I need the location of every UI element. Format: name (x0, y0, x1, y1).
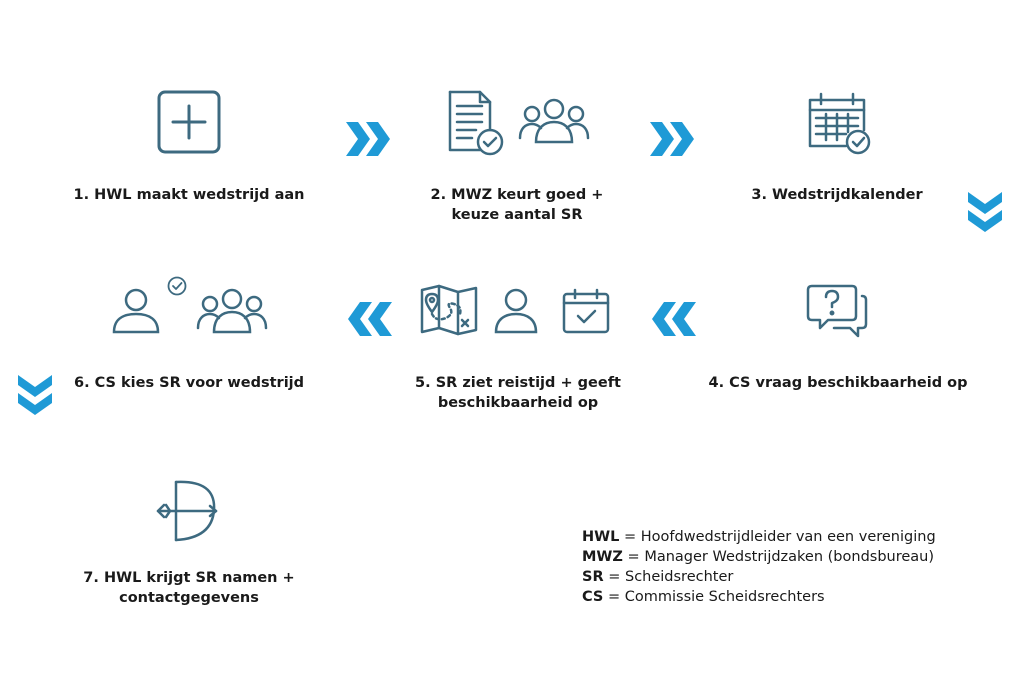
person-icon (112, 288, 160, 334)
group-icon (196, 288, 268, 336)
person-icon (494, 288, 538, 334)
legend (582, 527, 936, 607)
calendar-check-icon (562, 288, 610, 334)
step-5-label: 5. SR ziet reistijd + geeft beschikbaarheid op (415, 375, 621, 411)
group-icon (518, 98, 590, 146)
bow-arrow-icon (154, 476, 224, 546)
approved-document-icon (446, 90, 506, 156)
arrow-right-icon (650, 122, 696, 156)
check-circle-icon (167, 276, 187, 296)
arrow-right-icon (346, 122, 392, 156)
plus-square-icon (157, 90, 221, 154)
calendar-check-icon (806, 92, 872, 154)
arrow-down-icon (968, 192, 1002, 236)
legend-row-hwl: HWL = Hoofdwedstrijdleider van een vereniging (582, 529, 936, 545)
question-chat-icon (806, 284, 870, 338)
step-2-label: 2. MWZ keurt goed + keuze aantal SR (430, 187, 604, 223)
step-1-label: 1. HWL maakt wedstrijd aan (73, 187, 305, 203)
step-4-label: 4. CS vraag beschikbaarheid op (708, 375, 968, 391)
legend-row-sr: SR = Scheidsrechter (582, 569, 734, 585)
route-map-icon (420, 284, 478, 336)
arrow-left-icon (346, 302, 392, 336)
step-3-label: 3. Wedstrijdkalender (751, 187, 923, 203)
step-6-label: 6. CS kies SR voor wedstrijd (73, 375, 305, 391)
arrow-down-icon (18, 375, 52, 419)
legend-row-cs: CS = Commissie Scheidsrechters (582, 589, 825, 605)
legend-row-mwz: MWZ = Manager Wedstrijdzaken (bondsbureau) (582, 549, 935, 565)
arrow-left-icon (650, 302, 696, 336)
step-7-label: 7. HWL krijgt SR namen + contactgegevens (83, 570, 295, 606)
